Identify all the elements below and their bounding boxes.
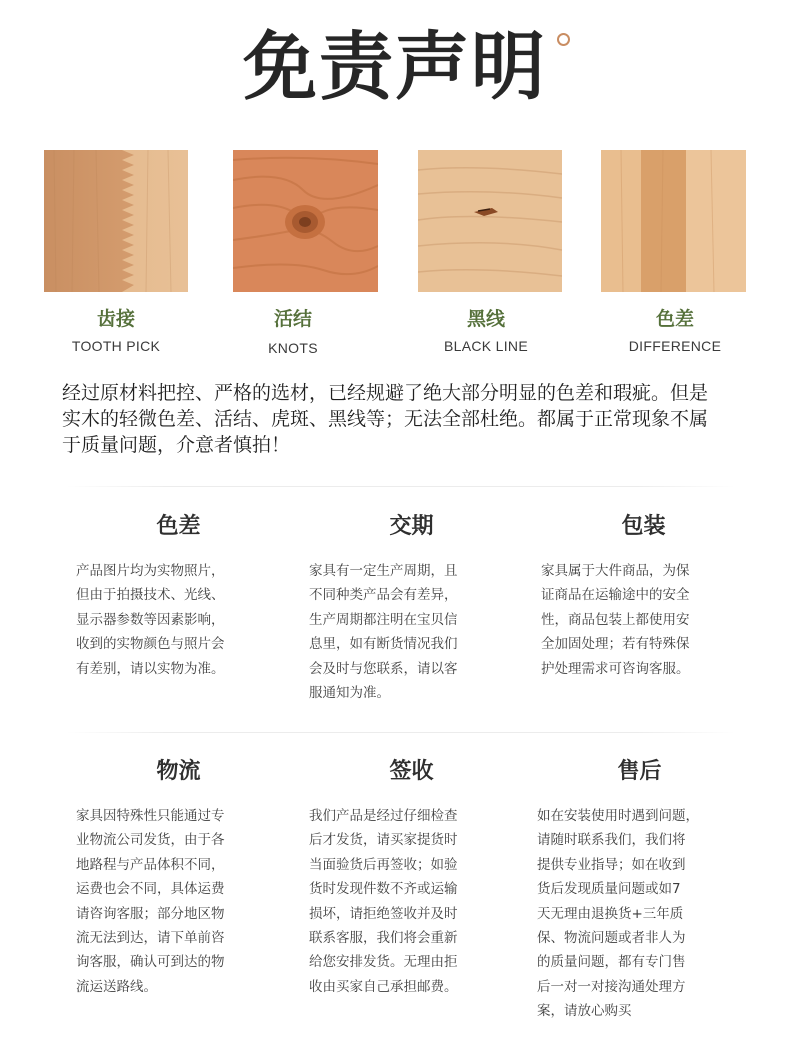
section-line: 保、物流问题或者非人为: [537, 930, 686, 947]
section-body: [76, 804, 281, 999]
section-line: 家具有一定生产周期，且: [309, 563, 458, 579]
section-line: 当面验货后再签收；如验: [309, 856, 458, 873]
section-line: 护处理需求可咨询客服。: [541, 660, 690, 677]
section-line: 服通知为准。: [309, 685, 390, 702]
section-line: 损坏，请拒绝签收并及时: [309, 905, 458, 922]
section-title: 物流: [156, 759, 201, 784]
sample-label-en: KNOTS: [268, 340, 318, 356]
section-line: 联系客服，我们将会重新: [309, 930, 458, 947]
section-line: 家具因特殊性只能通过专: [76, 808, 225, 824]
section-line: 有差别，请以实物为准。: [76, 660, 225, 677]
section-line: 收到的实物颜色与照片会: [76, 636, 225, 653]
sample-image-black-line: [418, 150, 562, 292]
section-line: 运费也会不同，具体运费: [76, 881, 225, 898]
section-title: 色差: [156, 514, 201, 539]
sample-label-en: BLACK LINE: [444, 338, 528, 354]
sample-label-en: TOOTH PICK: [71, 338, 161, 354]
section-line: 货后发现质量问题或如7: [537, 881, 681, 898]
intro-line: 于质量问题，介意者慎拍！: [62, 434, 291, 456]
title-decoration-ring: [557, 33, 570, 46]
sample-label-zh: 色差: [655, 308, 694, 330]
sample-label-en: DIFFERENCE: [628, 338, 722, 354]
sample-label-black-line: [386, 306, 586, 354]
section-line: 全加固处理；若有特殊保: [541, 636, 690, 653]
section-title: 签收: [389, 759, 434, 784]
section-body: [541, 559, 746, 681]
section-signing: [309, 757, 514, 999]
section-line: 请咨询客服；部分地区物: [76, 905, 225, 922]
sample-image-tooth-pick: [44, 150, 188, 292]
page-title: 免责声明: [243, 24, 547, 110]
sample-label-knots: [193, 306, 393, 356]
section-after-sales: [537, 757, 742, 1024]
section-line: 业物流公司发货，由于各: [76, 832, 225, 849]
sample-label-zh: 活结: [273, 308, 312, 330]
section-line: 后一对一对接沟通处理方: [537, 978, 686, 995]
section-line: 给您安排发货。无理由拒: [309, 954, 458, 971]
section-body: [309, 559, 514, 705]
section-line: 性，商品包装上都使用安: [541, 611, 690, 628]
section-line: 不同种类产品会有差异，: [309, 587, 458, 604]
section-line: 显示器参数等因素影响，: [76, 611, 225, 628]
section-packaging: [541, 512, 746, 681]
section-title: 包装: [621, 514, 666, 539]
section-line: 家具属于大件商品，为保: [541, 563, 690, 579]
section-divider: [66, 732, 736, 733]
section-line: 我们产品是经过仔细检查: [309, 808, 458, 824]
intro-line: 经过原材料把控、严格的选材，已经规避了绝大部分明显的色差和瑕疵。但是: [62, 382, 709, 404]
section-body: [537, 804, 742, 1024]
section-title: 交期: [389, 514, 434, 539]
section-body: [309, 804, 514, 999]
section-line: 如在安装使用时遇到问题，: [537, 808, 699, 824]
section-line: 的质量问题，都有专门售: [537, 954, 686, 971]
section-line: 生产周期都注明在宝贝信: [309, 611, 458, 628]
section-line: 流无法到达，请下单前咨: [76, 930, 225, 947]
section-line: 但由于拍摄技术、光线、: [76, 587, 225, 604]
section-line: 会及时与您联系，请以客: [309, 660, 458, 677]
section-line: 货时发现件数不齐或运输: [309, 881, 458, 898]
section-line: 提供专业指导；如在收到: [537, 856, 686, 873]
sample-image-knots: [233, 150, 378, 292]
section-line: 请随时联系我们，我们将: [537, 832, 686, 849]
section-line: 证商品在运输途中的安全: [541, 587, 690, 604]
section-line: 息里，如有断货情况我们: [309, 636, 458, 653]
section-line: 询客服，确认可到达的物: [76, 954, 225, 971]
section-title: 售后: [617, 759, 662, 784]
section-line: 流运送路线。: [76, 978, 157, 995]
sample-label-zh: 黑线: [466, 308, 505, 330]
section-line: 天无理由退换货+三年质: [537, 905, 684, 922]
section-color-difference: [76, 512, 281, 681]
sample-label-tooth-pick: [16, 306, 216, 354]
section-delivery-time: [309, 512, 514, 705]
sample-label-difference: [575, 306, 775, 354]
intro-line: 实木的轻微色差、活结、虎斑、黑线等；无法全部杜绝。都属于正常现象不属: [62, 408, 709, 430]
section-line: 产品图片均为实物照片，: [76, 563, 225, 579]
section-line: 后才发货，请买家提货时: [309, 832, 458, 849]
section-line: 收由买家自己承担邮费。: [309, 978, 458, 995]
sample-image-difference: [601, 150, 746, 292]
intro-paragraph: [62, 380, 742, 458]
section-divider: [66, 486, 736, 487]
section-line: 地路程与产品体积不同，: [76, 856, 225, 873]
section-line: 案，请放心购买: [537, 1003, 632, 1020]
section-logistics: [76, 757, 281, 999]
section-body: [76, 559, 281, 681]
sample-label-zh: 齿接: [96, 308, 135, 330]
